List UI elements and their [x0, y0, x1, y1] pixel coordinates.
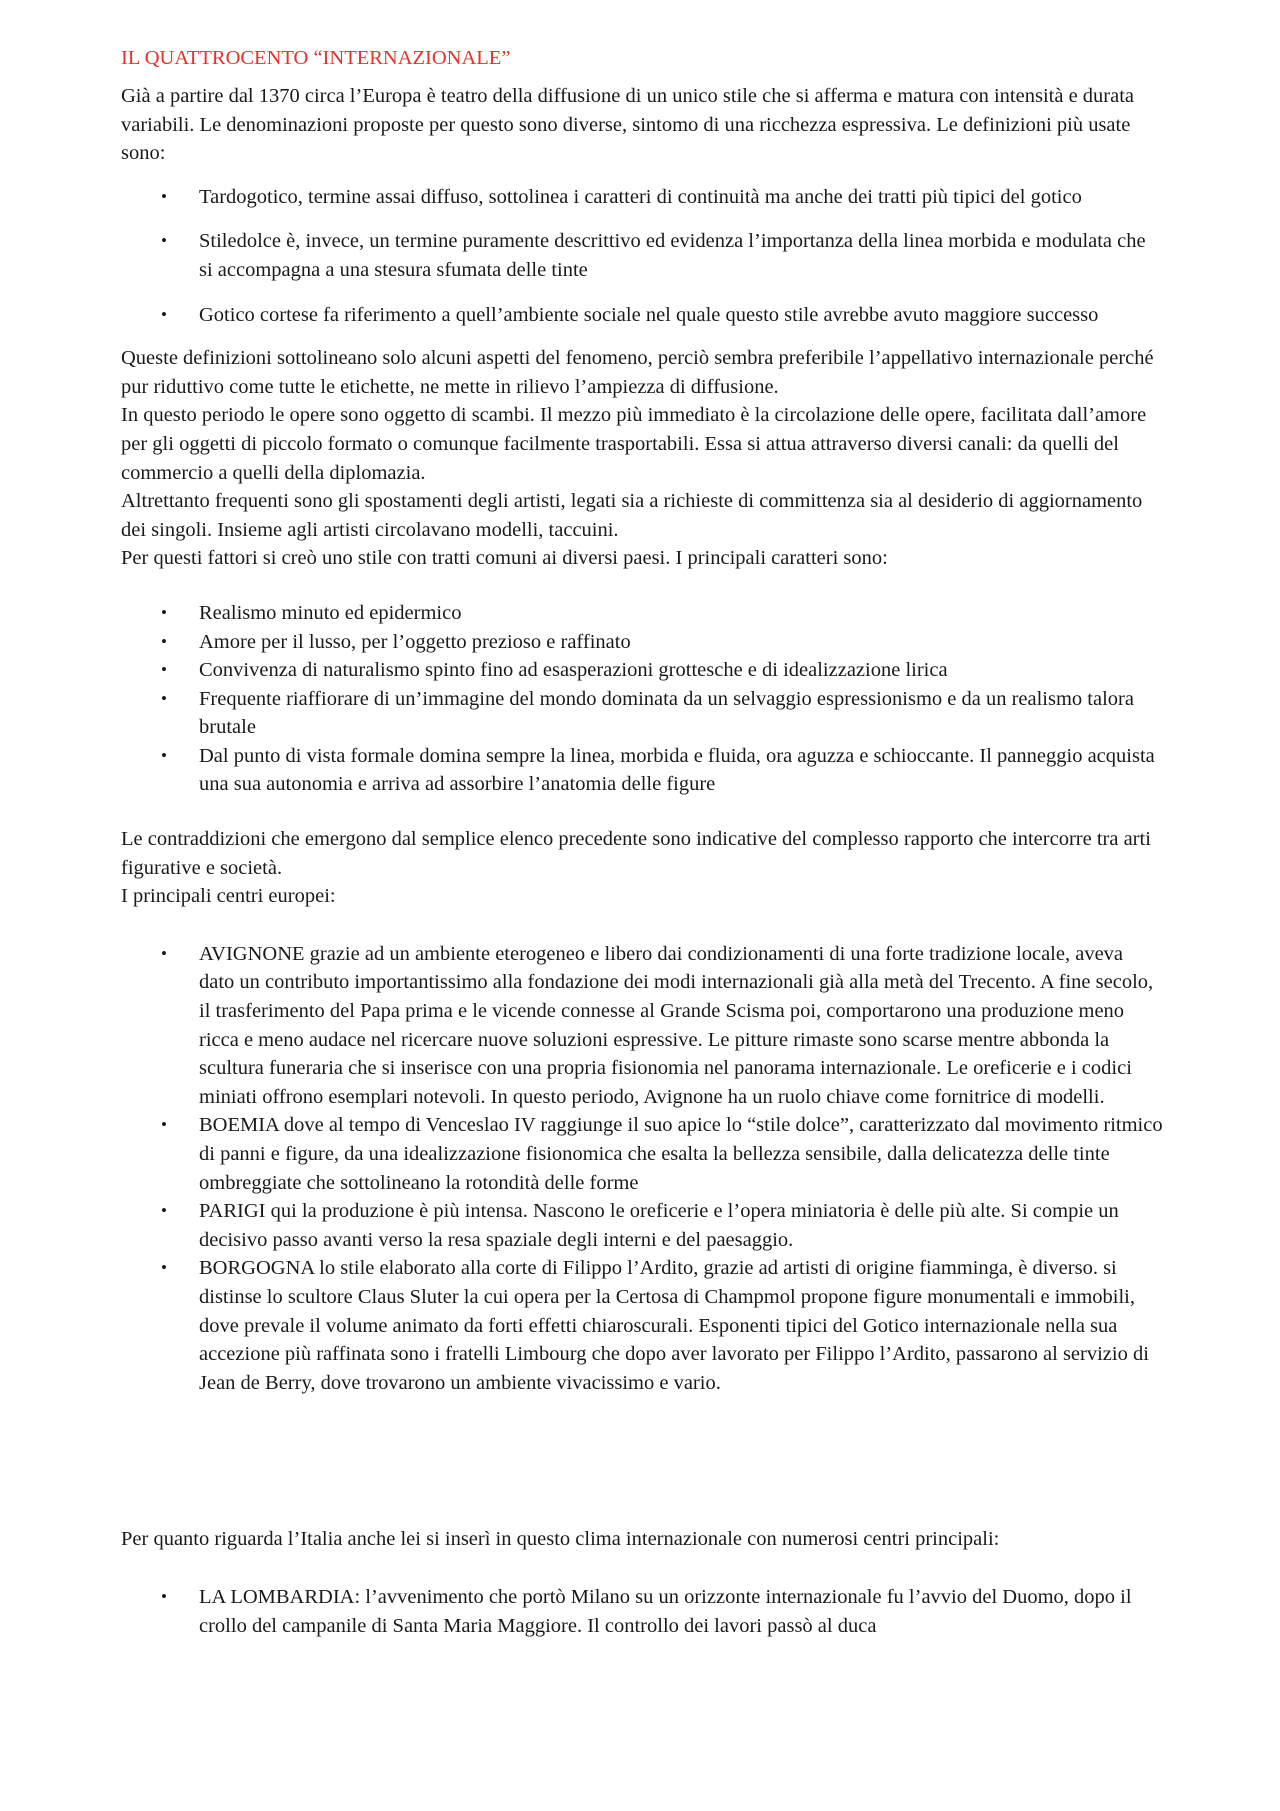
- bullet-icon: •: [161, 231, 167, 251]
- list-item: [121, 1583, 1163, 1640]
- bullet-icon: •: [161, 688, 167, 708]
- list-item-text: Amore per il lusso, per l’oggetto prezioso e raffinato: [199, 630, 631, 653]
- bullet-icon: •: [161, 1115, 167, 1135]
- list-item: [121, 1197, 1163, 1254]
- document-page: [121, 44, 1163, 1640]
- bullet-icon: •: [161, 602, 167, 622]
- italy-centers-list: [121, 1583, 1163, 1640]
- bullet-icon: •: [161, 631, 167, 651]
- bullet-icon: •: [161, 186, 167, 206]
- intro-paragraph: Già a partire dal 1370 circa l’Europa è teatro della diffusione di un unico stile che si afferma e matura con intensità e durata variabili. Le denominazioni proposte per questo sono diverse, sintomo di una ricchezza espressiva. Le definizioni più usate sono:: [121, 85, 1135, 165]
- paragraph-characteristics-intro: Per questi fattori si creò uno stile con tratti comuni ai diversi paesi. I principali caratteri sono:: [121, 547, 888, 570]
- paragraph-contradictions: Le contraddizioni che emergono dal semplice elenco precedente sono indicative del complesso rapporto che intercorre tra arti figurative e società.: [121, 828, 1151, 879]
- bullet-icon: •: [161, 745, 167, 765]
- list-item: [121, 1254, 1163, 1397]
- paragraph-definitions: Queste definizioni sottolineano solo alcuni aspetti del fenomeno, perciò sembra preferibile l’appellativo internazionale perché pur riduttivo come tutte le etichette, ne mette in rilievo l’ampiezza di diffusione.: [121, 347, 1154, 398]
- bullet-icon: •: [161, 943, 167, 963]
- list-item-text: Stiledolce è, invece, un termine puramente descrittivo ed evidenza l’importanza della linea morbida e modulata che si accompagna a una stesura sfumata delle tinte: [199, 230, 1146, 281]
- list-item: [121, 301, 1163, 330]
- list-item: [121, 742, 1163, 799]
- bullet-icon: •: [161, 304, 167, 324]
- list-item: [121, 1111, 1163, 1197]
- bullet-icon: •: [161, 1201, 167, 1221]
- list-item-text: BOEMIA dove al tempo di Venceslao IV raggiunge il suo apice lo “stile dolce”, caratterizzato dal movimento ritmico di panni e figure, da una idealizzazione fisionomica che esalta la bellezza sensibile, dalla delicatezza delle tinte ombreggiate che sottolineano la rotondità delle forme: [199, 1114, 1163, 1194]
- list-item-text: BORGOGNA lo stile elaborato alla corte di Filippo l’Ardito, grazie ad artisti di origine fiamminga, è diverso. si distinse lo scultore Claus Sluter la cui opera per la Certosa di Champmol propone figure monumentali e immobili, dove prevale il volume animato da forti effetti chiaroscurali. Esponenti tipici del Gotico internazionale nella sua accezione più raffinata sono i fratelli Limbourg che dopo aver lavorato per Filippo l’Ardito, passarono al servizio di Jean de Berry, dove trovarono un ambiente vivacissimo e vario.: [199, 1257, 1149, 1394]
- list-item: [121, 656, 1163, 685]
- list-item-text: Gotico cortese fa riferimento a quell’ambiente sociale nel quale questo stile avrebbe avuto maggiore successo: [199, 303, 1099, 326]
- definitions-list: [121, 183, 1163, 329]
- document-title: IL QUATTROCENTO “INTERNAZIONALE”: [121, 47, 511, 69]
- list-item-text: Convivenza di naturalismo spinto fino ad esasperazioni grottesche e di idealizzazione lirica: [199, 659, 948, 682]
- bullet-icon: •: [161, 1586, 167, 1606]
- list-item: [121, 599, 1163, 628]
- bullet-icon: •: [161, 660, 167, 680]
- paragraph-centers-intro: I principali centri europei:: [121, 885, 336, 908]
- list-item: [121, 227, 1163, 284]
- list-item-text: Realismo minuto ed epidermico: [199, 601, 462, 624]
- european-centers-list: [121, 940, 1163, 1398]
- list-item-text: AVIGNONE grazie ad un ambiente eterogeneo e libero dai condizionamenti di una forte tradizione locale, aveva dato un contributo importantissimo alla fondazione dei modi internazionali già alla metà del Trecento. A fine secolo, il trasferimento del Papa prima e le vicende connesse al Grande Scisma poi, comportarono una produzione meno ricca e meno audace nel ricercare nuove soluzioni espressive. Le pitture rimaste sono scarse mentre abbonda la scultura funeraria che si inserisce con una propria fisionomia nel panorama internazionale. Le oreficerie e i codici miniati offrono esemplari notevoli. In questo periodo, Avignone ha un ruolo chiave come fornitrice di modelli.: [199, 942, 1154, 1108]
- bullet-icon: •: [161, 1258, 167, 1278]
- list-item-text: PARIGI qui la produzione è più intensa. Nascono le oreficerie e l’opera miniatoria è delle più alte. Si compie un decisivo passo avanti verso la resa spaziale degli interni e del paesaggio.: [199, 1200, 1119, 1251]
- list-item-text: Tardogotico, termine assai diffuso, sottolinea i caratteri di continuità ma anche dei tratti più tipici del gotico: [199, 185, 1082, 208]
- blank-space: [121, 1397, 1163, 1525]
- list-item-text: Frequente riaffiorare di un’immagine del mondo dominata da un selvaggio espressionismo e da un realismo talora brutale: [199, 687, 1134, 739]
- list-item: [121, 628, 1163, 657]
- list-item: [121, 183, 1163, 212]
- paragraph-exchanges: In questo periodo le opere sono oggetto di scambi. Il mezzo più immediato è la circolazione delle opere, facilitata dall’amore per gli oggetti di piccolo formato o comunque facilmente trasportabili. Essa si attua attraverso diversi canali: da quelli del commercio a quelli della diplomazia.: [121, 404, 1147, 484]
- list-item-text: Dal punto di vista formale domina sempre la linea, morbida e fluida, ora aguzza e schioccante. Il panneggio acquista una sua autonomia e arriva ad assorbire l’anatomia delle figure: [199, 744, 1155, 796]
- list-item: [121, 685, 1163, 742]
- list-item-text: LA LOMBARDIA: l’avvenimento che portò Milano su un orizzonte internazionale fu l’avvio del Duomo, dopo il crollo del campanile di Santa Maria Maggiore. Il controllo dei lavori passò al duca: [199, 1585, 1132, 1637]
- paragraph-italy-intro: Per quanto riguarda l’Italia anche lei si inserì in questo clima internazionale con numerosi centri principali:: [121, 1528, 1000, 1551]
- characteristics-list: [121, 599, 1163, 799]
- paragraph-artists: Altrettanto frequenti sono gli spostamenti degli artisti, legati sia a richieste di committenza sia al desiderio di aggiornamento dei singoli. Insieme agli artisti circolavano modelli, taccuini.: [121, 490, 1143, 541]
- list-item: [121, 940, 1163, 1112]
